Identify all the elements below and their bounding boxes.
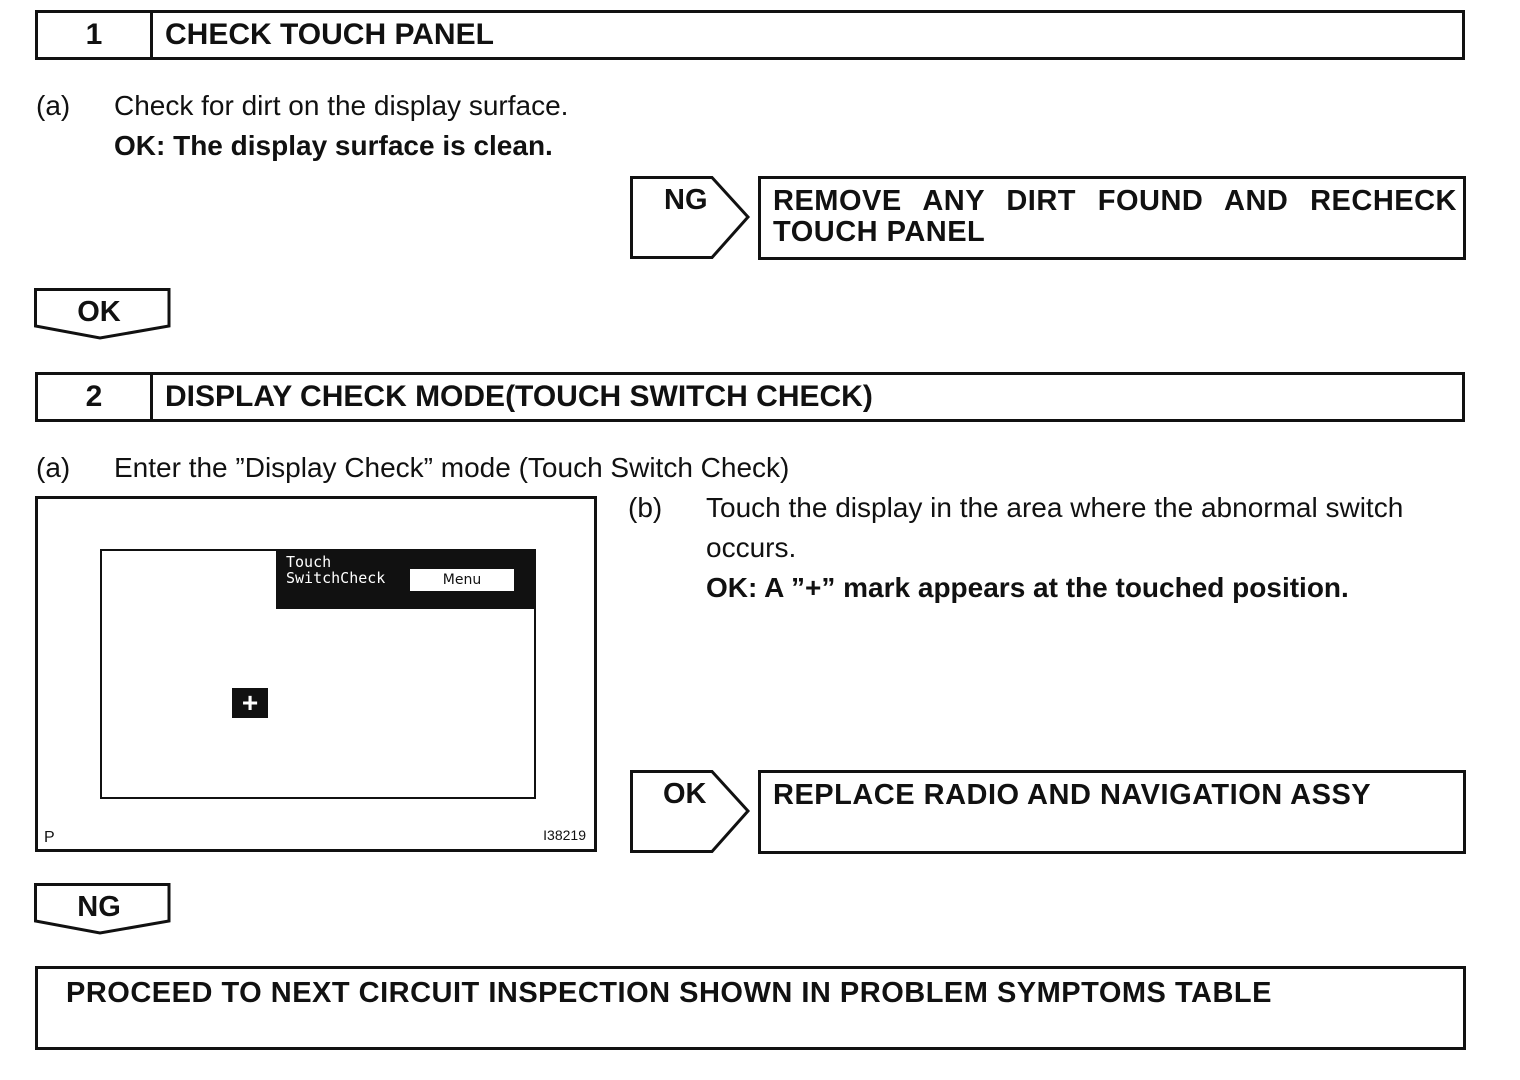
step-1-number: 1 [38,13,153,57]
menu-button: Menu [410,569,514,591]
step-2-ok-result-text: REPLACE RADIO AND NAVIGATION ASSY [773,779,1372,811]
menu-title [286,554,385,586]
step-2-header [35,372,1465,422]
step-1-header [35,10,1465,60]
step-1-title: CHECK TOUCH PANEL [165,18,494,51]
step-1-item-a-label: (a) [36,90,71,121]
step-2-ng-down-tag [34,883,172,937]
display-screen [100,549,536,799]
step-2-title: DISPLAY CHECK MODE(TOUCH SWITCH CHECK) [165,380,873,413]
menu-bar [276,549,536,609]
step-2-item-a-label: (a) [36,452,71,483]
step-1-item-a-text: Check for dirt on the display surface. [114,90,569,121]
step-1-ok-label: OK [77,296,121,328]
step-2-number: 2 [38,375,153,419]
figure-id: I38219 [543,827,586,843]
step-2-item-b-label: (b) [628,492,663,523]
final-instruction-box [35,966,1466,1050]
step-2-item-b-text-line1: Touch the display in the area where the abnormal switch [706,492,1404,523]
touch-switch-check-figure [35,496,597,852]
step-2-item-a-text: Enter the ”Display Check” mode (Touch Switch Check) [114,452,790,483]
step-2-ok-result-box [758,770,1466,854]
menu-title-line1: Touch [286,553,332,571]
step-1-ng-arrow-tag [630,176,752,260]
step-2-ok-arrow-tag [630,770,752,854]
plus-mark-icon: + [232,688,268,718]
step-1-ng-result-line2: TOUCH PANEL [773,216,986,248]
final-instruction-text: PROCEED TO NEXT CIRCUIT INSPECTION SHOWN IN PROBLEM SYMPTOMS TABLE [66,977,1272,1009]
step-2-ok-criteria: OK: A ”+” mark appears at the touched position. [706,572,1349,603]
step-2-ng-label: NG [77,891,121,923]
step-1-ng-label: NG [664,184,708,216]
step-1-ok-down-tag [34,288,172,342]
step-2-item-b-text-line2: occurs. [706,532,797,563]
step-1-ok-criteria: OK: The display surface is clean. [114,130,553,161]
menu-title-line2: SwitchCheck [286,569,386,587]
step-2-ok-label: OK [663,778,707,810]
figure-corner-letter: P [44,829,55,846]
step-1-ng-result-line1: REMOVE ANY DIRT FOUND AND RECHECK [773,185,1457,217]
step-1-ng-result-box [758,176,1466,260]
